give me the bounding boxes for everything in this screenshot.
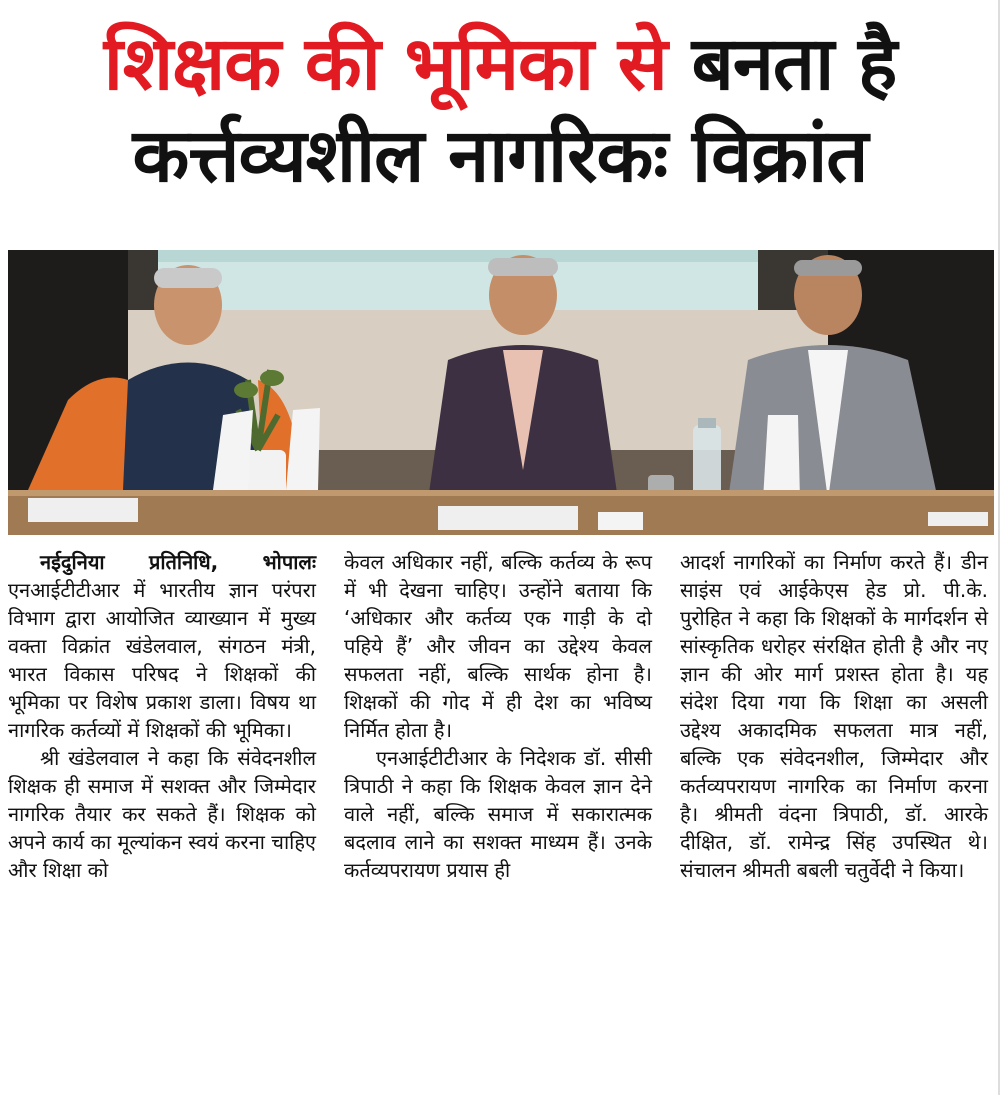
headline-line-2: कर्त्तव्यशील नागरिकः विक्रांत — [132, 113, 868, 199]
headline — [20, 18, 980, 202]
headline-black-part: बनता है — [691, 21, 897, 107]
article-paragraph: आदर्श नागरिकों का निर्माण करते हैं। डीन साइंस एवं आईकेएस हेड प्रो. पी.के. पुरोहित ने कहा कि शिक्षकों के मार्गदर्शन से सांस्कृतिक धरोहर संरक्षित होती है और नए ज्ञान की ओर मार्ग प्रशस्त होता है। यह संदेश दिया गया कि शिक्षा का असली उद्देश्य अकादमिक सफलता मात्र नहीं, बल्कि एक संवेदनशील, जिम्मेदार और कर्तव्यपरायण नागरिक का निर्माण करना है। श्रीमती वंदना त्रिपाठी, डॉ. आरके दीक्षित, डॉ. रामेन्द्र सिंह उपस्थित थे। संचालन श्रीमती बबली चतुर्वेदी ने किया। — [680, 550, 988, 882]
photo-illustration — [8, 250, 994, 535]
article-paragraph: केवल अधिकार नहीं, बल्कि कर्तव्य के रूप में भी देखना चाहिए। उन्होंने बताया कि ‘अधिकार और कर्तव्य एक गाड़ी के दो पहिये हैं’ और जीवन का उद्देश्य केवल सफलता नहीं, बल्कि सार्थक होना है। शिक्षकों की गोद में ही देश का भविष्य निर्मित होता है। — [344, 550, 652, 742]
article-body — [0, 548, 1002, 1048]
article-paragraph: एनआईटीटीआर के निदेशक डॉ. सीसी त्रिपाठी ने कहा कि शिक्षक केवल ज्ञान देने वाले नहीं, बल्कि समाज में सकारात्मक बदलाव लाने का सशक्त माध्यम हैं। उनके कर्तव्यपरायण प्रयास ही — [344, 746, 652, 882]
article-column-1 — [8, 548, 316, 884]
headline-red-part: शिक्षक की भूमिका से — [103, 21, 667, 107]
article-column-3 — [680, 548, 988, 884]
news-photo — [8, 250, 994, 535]
dateline: नईदुनिया प्रतिनिधि, भोपालः — [40, 550, 316, 574]
paragraph-text: एनआईटीटीआर में भारतीय ज्ञान परंपरा विभाग द्वारा आयोजित व्याख्यान में मुख्य वक्ता विक्रांत खंडेलवाल, संगठन मंत्री, भारत विकास परिषद ने शिक्षकों की भूमिका पर विशेष प्रकाश डाला। विषय था नागरिक कर्तव्यों में शिक्षकों की भूमिका। — [8, 578, 316, 742]
article-column-2 — [344, 548, 652, 884]
headline-line-1 — [20, 18, 980, 110]
article-paragraph — [8, 548, 316, 744]
article-paragraph: श्री खंडेलवाल ने कहा कि संवेदनशील शिक्षक ही समाज में सशक्त और जिम्मेदार नागरिक तैयार कर सकते हैं। शिक्षक को अपने कार्य का मूल्यांकन स्वयं करना चाहिए और शिक्षा को — [8, 746, 316, 882]
